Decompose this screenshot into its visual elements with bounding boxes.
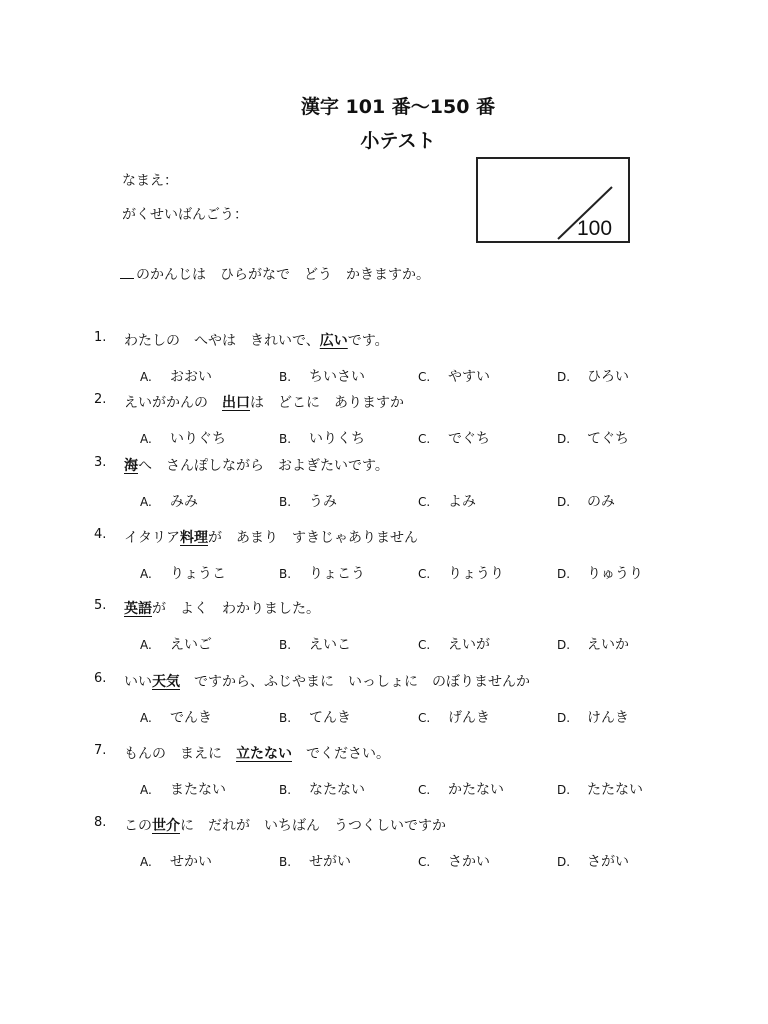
answer-option[interactable] bbox=[140, 707, 212, 727]
question-text bbox=[124, 330, 389, 350]
option-text: げんき bbox=[448, 710, 490, 726]
question-post: ですから、ふじやまに いっしょに のぼりませんか bbox=[180, 674, 530, 690]
question-number: 2. bbox=[94, 392, 107, 407]
question-text bbox=[124, 598, 320, 618]
option-letter: A. bbox=[140, 567, 152, 581]
question-number: 4. bbox=[94, 527, 107, 542]
answer-option[interactable] bbox=[140, 634, 212, 654]
name-label: なまえ： bbox=[122, 173, 178, 189]
option-letter: D. bbox=[557, 783, 571, 797]
option-text: いりぐち bbox=[170, 431, 226, 447]
option-letter: C. bbox=[418, 432, 431, 446]
question-text bbox=[124, 671, 530, 691]
option-letter: A. bbox=[140, 783, 152, 797]
question-number: 3. bbox=[94, 455, 107, 470]
option-letter: C. bbox=[418, 855, 431, 869]
option-text: おおい bbox=[170, 369, 212, 385]
answer-option[interactable] bbox=[418, 428, 490, 448]
answer-option[interactable] bbox=[418, 851, 490, 871]
option-text: てんき bbox=[309, 710, 351, 726]
question-text bbox=[124, 743, 390, 763]
option-letter: D. bbox=[557, 567, 571, 581]
question-post: は どこに ありますか bbox=[250, 395, 404, 411]
question-pre: もんの まえに bbox=[124, 746, 236, 762]
question-pre: いい bbox=[124, 674, 152, 690]
question-number: 7. bbox=[94, 743, 107, 758]
option-text: りゅうり bbox=[587, 566, 643, 582]
question-number: 1. bbox=[94, 330, 107, 345]
question-pre: わたしの へやは きれいで、 bbox=[124, 333, 320, 349]
option-text: よみ bbox=[448, 494, 476, 510]
question-post: に だれが いちばん うつくしいですか bbox=[180, 818, 446, 834]
question-number: 5. bbox=[94, 598, 107, 613]
answer-option[interactable] bbox=[557, 428, 629, 448]
option-text: えいこ bbox=[309, 637, 351, 653]
option-letter: C. bbox=[418, 567, 431, 581]
answer-option[interactable] bbox=[557, 707, 629, 727]
page-title: 漢字 101 番〜150 番 bbox=[300, 96, 496, 118]
option-text: えいが bbox=[448, 637, 490, 653]
option-letter: D. bbox=[557, 638, 571, 652]
option-text: たたない bbox=[587, 782, 643, 798]
question-item bbox=[0, 815, 768, 875]
option-letter: B. bbox=[279, 432, 292, 446]
answer-option[interactable] bbox=[418, 634, 490, 654]
option-letter: C. bbox=[418, 711, 431, 725]
question-kanji: 英語 bbox=[124, 601, 152, 617]
question-item bbox=[0, 598, 768, 658]
option-text: でぐち bbox=[448, 431, 490, 447]
question-pre: えいがかんの bbox=[124, 395, 222, 411]
option-letter: C. bbox=[418, 370, 431, 384]
question-post: でください。 bbox=[292, 746, 390, 762]
answer-option[interactable] bbox=[140, 428, 226, 448]
option-letter: A. bbox=[140, 711, 152, 725]
option-text: のみ bbox=[587, 494, 615, 510]
question-item bbox=[0, 330, 768, 390]
blank-underline bbox=[120, 278, 134, 279]
option-letter: B. bbox=[279, 638, 292, 652]
answer-option[interactable] bbox=[140, 563, 226, 583]
page-subtitle: 小テスト bbox=[360, 130, 436, 152]
answer-option[interactable] bbox=[140, 491, 198, 511]
answer-option[interactable] bbox=[557, 563, 643, 583]
option-letter: D. bbox=[557, 432, 571, 446]
option-letter: D. bbox=[557, 495, 571, 509]
option-letter: A. bbox=[140, 370, 152, 384]
option-letter: A. bbox=[140, 495, 152, 509]
option-text: りょうり bbox=[448, 566, 504, 582]
option-text: ひろい bbox=[587, 369, 629, 385]
option-letter: A. bbox=[140, 432, 152, 446]
question-item bbox=[0, 743, 768, 803]
option-text: りょこう bbox=[309, 566, 365, 582]
instruction-text: のかんじは ひらがなで どう かきますか。 bbox=[136, 267, 430, 283]
option-letter: C. bbox=[418, 495, 431, 509]
option-text: さかい bbox=[448, 854, 490, 870]
question-number: 8. bbox=[94, 815, 107, 830]
option-text: えいか bbox=[587, 637, 629, 653]
answer-option[interactable] bbox=[140, 851, 212, 871]
answer-option[interactable] bbox=[279, 366, 365, 386]
question-kanji: 海 bbox=[124, 458, 138, 474]
question-text bbox=[124, 815, 446, 835]
answer-option[interactable] bbox=[557, 851, 629, 871]
answer-option[interactable] bbox=[279, 779, 365, 799]
option-text: けんき bbox=[587, 710, 629, 726]
answer-option[interactable] bbox=[557, 634, 629, 654]
option-text: りょうこ bbox=[170, 566, 226, 582]
question-kanji: 広い bbox=[319, 333, 348, 349]
question-kanji: 立たない bbox=[236, 746, 292, 762]
question-item bbox=[0, 527, 768, 587]
question-pre: この bbox=[124, 818, 152, 834]
answer-option[interactable] bbox=[418, 563, 504, 583]
option-text: えいご bbox=[170, 637, 212, 653]
question-item bbox=[0, 455, 768, 515]
option-text: さがい bbox=[587, 854, 629, 870]
answer-option[interactable] bbox=[557, 366, 629, 386]
option-letter: D. bbox=[557, 711, 571, 725]
score-box bbox=[476, 157, 630, 243]
question-item bbox=[0, 392, 768, 452]
option-letter: B. bbox=[279, 567, 292, 581]
answer-option[interactable] bbox=[279, 491, 337, 511]
answer-option[interactable] bbox=[557, 491, 615, 511]
option-letter: A. bbox=[140, 638, 152, 652]
question-pre: イタリア bbox=[124, 530, 180, 546]
answer-option[interactable] bbox=[418, 491, 476, 511]
option-letter: B. bbox=[279, 495, 292, 509]
option-text: でんき bbox=[170, 710, 212, 726]
option-text: ちいさい bbox=[309, 369, 365, 385]
option-text: せかい bbox=[170, 854, 212, 870]
option-letter: B. bbox=[279, 855, 292, 869]
question-item bbox=[0, 671, 768, 731]
option-text: うみ bbox=[309, 494, 337, 510]
instruction bbox=[120, 264, 430, 284]
option-letter: C. bbox=[418, 638, 431, 652]
answer-option[interactable] bbox=[418, 779, 504, 799]
option-text: かたない bbox=[448, 782, 504, 798]
question-text bbox=[124, 392, 404, 412]
answer-option[interactable] bbox=[279, 563, 365, 583]
question-post: が よく わかりました。 bbox=[152, 601, 320, 617]
option-text: てぐち bbox=[587, 431, 629, 447]
question-text bbox=[124, 455, 389, 475]
option-letter: B. bbox=[279, 370, 292, 384]
option-text: なたない bbox=[309, 782, 365, 798]
question-text bbox=[124, 527, 418, 547]
question-post: です。 bbox=[347, 333, 389, 349]
option-letter: D. bbox=[557, 370, 571, 384]
question-kanji: 出口 bbox=[222, 395, 250, 411]
option-letter: D. bbox=[557, 855, 571, 869]
question-post: が あまり すきじゃありません bbox=[208, 530, 418, 546]
answer-option[interactable] bbox=[279, 634, 351, 654]
option-text: またない bbox=[170, 782, 226, 798]
option-letter: B. bbox=[279, 711, 292, 725]
option-text: いりくち bbox=[309, 431, 365, 447]
question-kanji: 天気 bbox=[152, 674, 180, 690]
option-letter: C. bbox=[418, 783, 431, 797]
score-total: 100 bbox=[577, 217, 613, 240]
answer-option[interactable] bbox=[279, 707, 351, 727]
question-number: 6. bbox=[94, 671, 107, 686]
option-text: やすい bbox=[448, 369, 490, 385]
answer-option[interactable] bbox=[140, 779, 226, 799]
student-id-label: がくせいばんごう： bbox=[122, 207, 248, 223]
option-text: せがい bbox=[309, 854, 351, 870]
question-kanji: 料理 bbox=[180, 530, 208, 546]
question-post: へ さんぽしながら およぎたいです。 bbox=[138, 458, 389, 474]
answer-option[interactable] bbox=[279, 428, 365, 448]
question-kanji: 世介 bbox=[152, 818, 180, 834]
option-letter: A. bbox=[140, 855, 152, 869]
option-text: みみ bbox=[170, 494, 198, 510]
option-letter: B. bbox=[279, 783, 292, 797]
answer-option[interactable] bbox=[418, 366, 490, 386]
answer-option[interactable] bbox=[557, 779, 643, 799]
answer-option[interactable] bbox=[140, 366, 212, 386]
answer-option[interactable] bbox=[418, 707, 490, 727]
answer-option[interactable] bbox=[279, 851, 351, 871]
